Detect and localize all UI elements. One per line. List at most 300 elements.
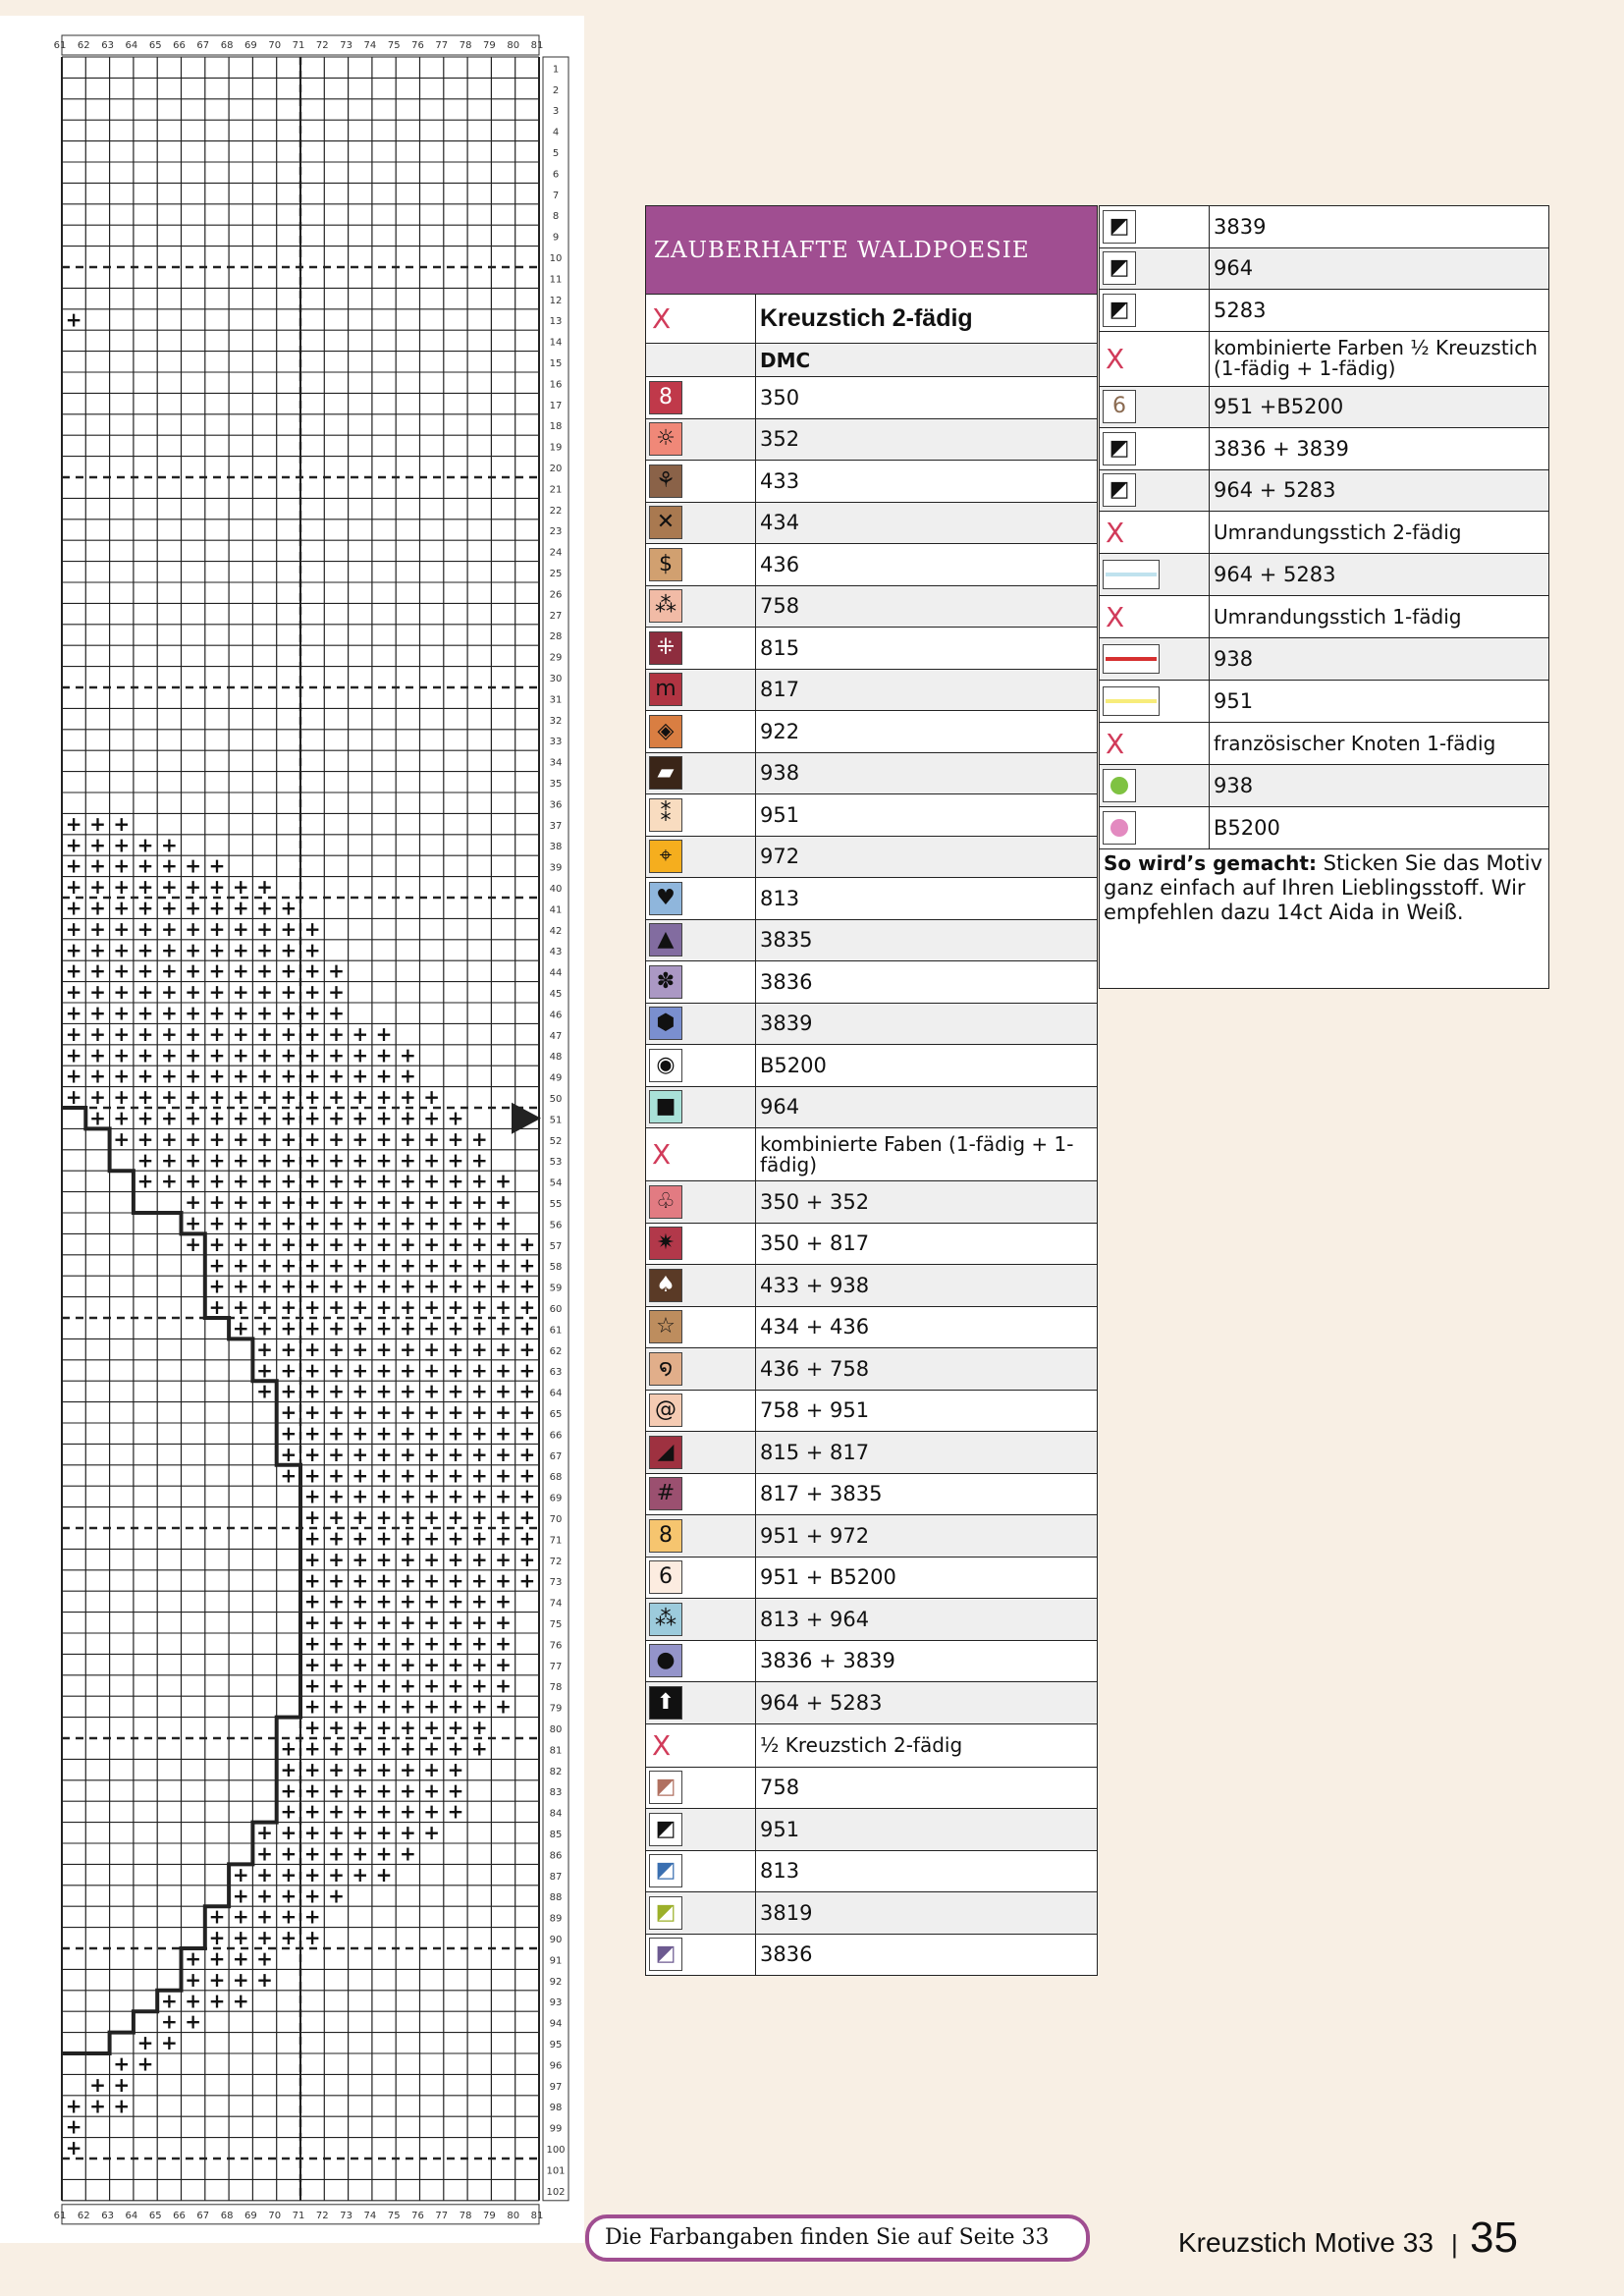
stitch-mark: +	[136, 980, 154, 1005]
stitch-mark: +	[208, 1106, 226, 1130]
dmc-code: 352	[756, 418, 1098, 461]
stitch-mark: +	[352, 1253, 369, 1278]
legend-row	[1100, 247, 1549, 290]
row-label: 55	[549, 1199, 563, 1211]
stitch-mark: +	[208, 1043, 226, 1067]
column-label-top: 78	[459, 40, 472, 51]
stitch-mark: +	[280, 1001, 298, 1025]
stitch-mark: +	[303, 1547, 321, 1571]
legend-symbol-cell	[1100, 247, 1210, 290]
stitch-mark: +	[256, 1021, 273, 1046]
stitch-mark: +	[352, 1778, 369, 1803]
stitch-mark: +	[136, 853, 154, 878]
color-reference-hint: Die Farbangaben finden Sie auf Seite 33	[585, 2214, 1090, 2262]
stitch-mark: +	[303, 1358, 321, 1383]
legend-symbol-cell	[646, 961, 756, 1004]
dmc-code: 813 + 964	[756, 1599, 1098, 1641]
row-label: 69	[549, 1493, 563, 1504]
legend-symbol-cell	[646, 1045, 756, 1087]
stitch-mark: +	[399, 1716, 416, 1740]
legend-section-row	[1100, 596, 1549, 638]
stitch-mark: +	[160, 980, 178, 1005]
stitch-mark: +	[495, 1190, 512, 1215]
stitch-mark: +	[185, 938, 202, 962]
stitch-mark: +	[280, 1169, 298, 1193]
stitch-mark: +	[232, 1231, 249, 1256]
stitch-mark: +	[495, 1358, 512, 1383]
stitch-symbol-icon: $	[649, 548, 682, 581]
stitch-mark: +	[399, 1421, 416, 1446]
stitch-symbol-icon: ⌖	[649, 840, 682, 873]
stitch-mark: +	[423, 1190, 441, 1215]
stitch-mark: +	[303, 1904, 321, 1929]
row-label: 79	[549, 1703, 563, 1715]
stitch-mark: +	[328, 1358, 345, 1383]
stitch-mark: +	[518, 1274, 536, 1298]
row-label: 93	[549, 1997, 563, 2009]
stitch-mark: +	[208, 938, 226, 962]
section-mark-cell	[646, 1723, 756, 1767]
stitch-mark: +	[399, 1568, 416, 1593]
stitch-mark: +	[65, 853, 82, 878]
stitch-mark: +	[518, 1379, 536, 1403]
stitch-symbol-icon: ☼	[649, 422, 682, 456]
dmc-code: 964 + 5283	[756, 1682, 1098, 1724]
stitch-mark: +	[352, 1231, 369, 1256]
stitch-mark: +	[303, 1821, 321, 1845]
stitch-mark: +	[160, 916, 178, 941]
dmc-code: 951 +B5200	[1210, 386, 1549, 428]
stitch-mark: +	[113, 875, 131, 900]
legend-row	[646, 377, 1098, 419]
row-label: 8	[552, 211, 560, 223]
stitch-mark: +	[185, 1001, 202, 1025]
stitch-mark: +	[280, 916, 298, 941]
stitch-mark: +	[232, 1211, 249, 1235]
column-label-bottom: 72	[315, 2210, 329, 2221]
stitch-mark: +	[495, 1400, 512, 1425]
stitch-mark: +	[280, 1400, 298, 1425]
stitch-mark: +	[423, 1253, 441, 1278]
stitch-symbol-icon: 6	[1103, 390, 1136, 423]
row-label: 3	[552, 106, 560, 118]
x-mark-icon: X	[1106, 600, 1125, 633]
stitch-mark: +	[256, 1821, 273, 1845]
cross-stitch-mark	[646, 295, 756, 344]
stitch-mark: +	[65, 1085, 82, 1110]
stitch-mark: +	[375, 1400, 393, 1425]
stitch-mark: +	[470, 1231, 488, 1256]
stitch-mark: +	[208, 1064, 226, 1088]
stitch-mark: +	[399, 1316, 416, 1340]
stitch-mark: +	[280, 1316, 298, 1340]
stitch-mark: +	[375, 1652, 393, 1676]
row-label: 42	[549, 925, 563, 937]
legend-section-row	[1100, 331, 1549, 386]
legend-symbol-cell	[646, 1306, 756, 1348]
row-label: 25	[549, 569, 563, 580]
stitch-mark: +	[185, 1190, 202, 1215]
stitch-mark: +	[185, 1211, 202, 1235]
stitch-mark: +	[352, 1526, 369, 1551]
stitch-mark: +	[208, 1231, 226, 1256]
stitch-mark: +	[185, 1126, 202, 1151]
backstitch-row	[1100, 638, 1549, 681]
row-label: 65	[549, 1409, 563, 1421]
stitch-mark: +	[328, 1442, 345, 1466]
stitch-mark: +	[328, 1673, 345, 1698]
stitch-mark: +	[65, 980, 82, 1005]
stitch-mark: +	[399, 1821, 416, 1845]
row-label: 13	[549, 316, 563, 328]
legend-row	[646, 1473, 1098, 1515]
column-label-top: 79	[483, 40, 496, 51]
row-label: 7	[552, 190, 560, 201]
column-label-top: 75	[387, 40, 401, 51]
row-label: 26	[549, 589, 563, 601]
stitch-mark: +	[303, 1926, 321, 1950]
stitch-mark: +	[375, 1568, 393, 1593]
stitch-mark: +	[518, 1358, 536, 1383]
stitch-mark: +	[423, 1148, 441, 1173]
legend-row	[646, 461, 1098, 503]
stitch-mark: +	[447, 1190, 464, 1215]
stitch-mark: +	[303, 1631, 321, 1656]
stitch-mark: +	[423, 1231, 441, 1256]
row-label: 50	[549, 1094, 563, 1106]
column-label-top: 69	[244, 40, 257, 51]
stitch-mark: +	[89, 1064, 106, 1088]
x-mark-icon: X	[652, 1138, 672, 1171]
stitch-mark: +	[518, 1484, 536, 1508]
stitch-mark: +	[352, 1043, 369, 1067]
row-label: 56	[549, 1220, 563, 1231]
stitch-mark: +	[423, 1526, 441, 1551]
stitch-mark: +	[280, 1757, 298, 1781]
stitch-mark: +	[256, 1126, 273, 1151]
stitch-mark: +	[208, 1946, 226, 1971]
stitch-mark: +	[423, 1652, 441, 1676]
stitch-mark: +	[232, 916, 249, 941]
stitch-mark: +	[136, 2051, 154, 2076]
stitch-symbol-icon: m	[649, 673, 682, 706]
row-label: 11	[549, 274, 563, 286]
column-label-top: 73	[340, 40, 352, 51]
stitch-mark: +	[447, 1169, 464, 1193]
stitch-mark: +	[89, 1106, 106, 1130]
stitch-mark: +	[303, 1231, 321, 1256]
stitch-mark: +	[65, 896, 82, 920]
stitch-mark: +	[375, 1716, 393, 1740]
stitch-symbol-icon: ●	[649, 1644, 682, 1677]
legend-symbol-cell	[646, 1850, 756, 1892]
cross-stitch-chart-panel	[0, 16, 584, 2243]
row-label: 41	[549, 904, 563, 916]
legend-symbol-cell	[1100, 206, 1210, 248]
dmc-code: 434 + 436	[756, 1306, 1098, 1348]
legend-section-heading: ½ Kreuzstich 2-fädig	[756, 1723, 1098, 1767]
row-label: 33	[549, 737, 563, 748]
row-label: 85	[549, 1830, 563, 1841]
stitch-mark: +	[495, 1547, 512, 1571]
legend-row	[646, 1306, 1098, 1348]
stitch-mark: +	[208, 1169, 226, 1193]
row-label: 39	[549, 862, 563, 874]
row-label: 23	[549, 526, 563, 538]
stitch-mark: +	[399, 1547, 416, 1571]
stitch-mark: +	[518, 1568, 536, 1593]
stitch-mark: +	[518, 1337, 536, 1361]
stitch-mark: +	[352, 1673, 369, 1698]
row-label: 9	[552, 232, 560, 244]
stitch-mark: +	[280, 1379, 298, 1403]
stitch-mark: +	[185, 1967, 202, 1992]
stitch-mark: +	[303, 1021, 321, 1046]
stitch-mark: +	[352, 1547, 369, 1571]
dmc-code: 350 + 352	[756, 1181, 1098, 1224]
stitch-mark: +	[447, 1526, 464, 1551]
legend-section-row	[1100, 723, 1549, 765]
stitch-mark: +	[518, 1231, 536, 1256]
stitch-mark: +	[65, 1001, 82, 1025]
stitch-mark: +	[113, 1043, 131, 1067]
stitch-mark: +	[113, 1001, 131, 1025]
stitch-mark: +	[303, 1611, 321, 1635]
stitch-mark: +	[328, 980, 345, 1005]
stitch-mark: +	[375, 1337, 393, 1361]
stitch-mark: +	[328, 1316, 345, 1340]
stitch-symbol-icon: ◩	[649, 1771, 682, 1804]
stitch-mark: +	[303, 1126, 321, 1151]
stitch-mark: +	[495, 1526, 512, 1551]
stitch-mark: +	[447, 1652, 464, 1676]
stitch-mark: +	[375, 1358, 393, 1383]
dmc-code: 817	[756, 669, 1098, 711]
stitch-mark: +	[399, 1652, 416, 1676]
stitch-mark: +	[447, 1505, 464, 1530]
row-label: 38	[549, 842, 563, 853]
stitch-symbol-icon: ♥	[649, 882, 682, 915]
dmc-code: 434	[756, 502, 1098, 544]
row-label: 37	[549, 820, 563, 832]
stitch-mark: +	[208, 1274, 226, 1298]
stitch-mark: +	[280, 1463, 298, 1488]
column-label-top: 70	[268, 40, 282, 51]
stitch-mark: +	[89, 1085, 106, 1110]
stitch-mark: +	[256, 1379, 273, 1403]
legend-row	[646, 1515, 1098, 1558]
stitch-mark: +	[375, 1611, 393, 1635]
legend-row	[646, 418, 1098, 461]
legend-symbol-cell	[646, 669, 756, 711]
row-label: 60	[549, 1304, 563, 1316]
column-label-top: 71	[292, 40, 305, 51]
stitch-mark: +	[160, 958, 178, 983]
stitch-mark: +	[423, 1821, 441, 1845]
stitch-mark: +	[352, 1358, 369, 1383]
stitch-mark: +	[232, 1316, 249, 1340]
legend-symbol-cell	[646, 1640, 756, 1682]
stitch-mark: +	[232, 1021, 249, 1046]
stitch-mark: +	[423, 1589, 441, 1613]
row-label: 88	[549, 1892, 563, 1904]
legend-row	[1100, 290, 1549, 332]
stitch-mark: +	[65, 958, 82, 983]
stitch-mark: +	[256, 1253, 273, 1278]
stitch-mark: +	[136, 1064, 154, 1088]
legend-symbol-cell	[646, 585, 756, 628]
stitch-mark: +	[328, 1295, 345, 1320]
legend-row	[646, 752, 1098, 794]
row-label: 61	[549, 1325, 563, 1337]
stitch-mark: +	[185, 958, 202, 983]
stitch-mark: +	[352, 1757, 369, 1781]
stitch-mark: +	[160, 1043, 178, 1067]
stitch-mark: +	[352, 1589, 369, 1613]
row-label: 2	[552, 84, 560, 96]
stitch-mark: +	[185, 875, 202, 900]
color-legend-table	[645, 205, 1098, 1976]
stitch-mark: +	[113, 980, 131, 1005]
stitch-mark: +	[160, 1064, 178, 1088]
line-sample-icon	[1103, 686, 1160, 716]
stitch-mark: +	[399, 1295, 416, 1320]
stitch-mark: +	[65, 2136, 82, 2160]
stitch-mark: +	[328, 1211, 345, 1235]
dmc-code: 436	[756, 544, 1098, 586]
stitch-mark: +	[423, 1736, 441, 1761]
stitch-mark: +	[160, 1169, 178, 1193]
stitch-mark: +	[113, 1085, 131, 1110]
stitch-mark: +	[328, 1337, 345, 1361]
stitch-mark: +	[328, 1757, 345, 1781]
stitch-mark: +	[89, 958, 106, 983]
stitch-mark: +	[470, 1484, 488, 1508]
row-label: 84	[549, 1808, 563, 1820]
line-sample-icon	[1103, 644, 1160, 674]
dmc-code: 3836 + 3839	[756, 1640, 1098, 1682]
stitch-mark: +	[375, 1694, 393, 1719]
stitch-mark: +	[89, 980, 106, 1005]
stitch-mark: +	[208, 1295, 226, 1320]
legend-symbol-cell	[646, 1934, 756, 1976]
legend-row	[646, 919, 1098, 961]
stitch-mark: +	[352, 1148, 369, 1173]
row-label: 67	[549, 1450, 563, 1462]
stitch-mark: +	[208, 1926, 226, 1950]
row-label: 40	[549, 884, 563, 896]
stitch-mark: +	[185, 1946, 202, 1971]
stitch-mark: +	[423, 1337, 441, 1361]
stitch-mark: +	[208, 1001, 226, 1025]
stitch-mark: +	[280, 1190, 298, 1215]
row-label: 102	[546, 2186, 566, 2198]
secondary-legend-table	[1099, 205, 1549, 989]
stitch-mark: +	[232, 938, 249, 962]
stitch-mark: +	[447, 1778, 464, 1803]
stitch-mark: +	[136, 1021, 154, 1046]
dmc-code: 938	[1210, 638, 1549, 681]
dmc-label-spacer	[646, 344, 756, 377]
row-label: 30	[549, 674, 563, 685]
stitch-mark: +	[280, 1904, 298, 1929]
instruction-note	[1100, 849, 1549, 989]
dmc-code: 758	[756, 585, 1098, 628]
stitch-mark: +	[399, 1274, 416, 1298]
row-label: 87	[549, 1871, 563, 1883]
stitch-mark: +	[352, 1841, 369, 1866]
stitch-mark: +	[89, 2072, 106, 2097]
footer-separator: |	[1451, 2229, 1458, 2259]
legend-row	[646, 1348, 1098, 1391]
stitch-mark: +	[232, 1904, 249, 1929]
instruction-row	[1100, 849, 1549, 989]
column-label-bottom: 74	[363, 2210, 377, 2221]
legend-symbol-cell	[646, 1809, 756, 1851]
stitch-mark: +	[232, 1253, 249, 1278]
stitch-mark: +	[423, 1126, 441, 1151]
stitch-mark: +	[447, 1253, 464, 1278]
color-legend-body	[646, 206, 1098, 1976]
column-label-bottom: 71	[292, 2210, 305, 2221]
cross-stitch-heading: Kreuzstich 2-fädig	[756, 295, 1098, 344]
column-label-top: 66	[173, 40, 186, 51]
stitch-mark: +	[113, 853, 131, 878]
stitch-mark: +	[280, 938, 298, 962]
stitch-mark: +	[280, 1064, 298, 1088]
stitch-mark: +	[185, 896, 202, 920]
section-mark-cell	[1100, 331, 1210, 386]
stitch-mark: +	[399, 1694, 416, 1719]
stitch-mark: +	[447, 1148, 464, 1173]
stitch-mark: +	[328, 1106, 345, 1130]
stitch-mark: +	[280, 1253, 298, 1278]
stitch-symbol-icon: ◩	[649, 1896, 682, 1930]
stitch-mark: +	[352, 1568, 369, 1593]
stitch-mark: +	[232, 1884, 249, 1908]
stitch-symbol-icon: ⬆	[649, 1686, 682, 1720]
row-label: 29	[549, 652, 563, 664]
stitch-mark: +	[399, 1799, 416, 1824]
stitch-symbol-icon: ◩	[649, 1938, 682, 1971]
stitch-mark: +	[256, 1001, 273, 1025]
stitch-symbol-icon: 8	[649, 381, 682, 414]
stitch-mark: +	[208, 1126, 226, 1151]
stitch-mark: +	[328, 1568, 345, 1593]
stitch-mark: +	[113, 2051, 131, 2076]
stitch-mark: +	[447, 1316, 464, 1340]
stitch-mark: +	[160, 2031, 178, 2055]
stitch-mark: +	[136, 1126, 154, 1151]
row-label: 86	[549, 1850, 563, 1862]
stitch-mark: +	[136, 958, 154, 983]
column-label-top: 65	[148, 40, 162, 51]
stitch-mark: +	[280, 1148, 298, 1173]
column-label-bottom: 65	[148, 2210, 162, 2221]
column-label-bottom: 62	[77, 2210, 90, 2221]
stitch-mark: +	[375, 1169, 393, 1193]
secondary-legend-body	[1100, 206, 1549, 989]
row-label: 95	[549, 2040, 563, 2051]
dmc-code: 3836	[756, 961, 1098, 1004]
stitch-mark: +	[303, 1589, 321, 1613]
legend-row	[646, 1682, 1098, 1724]
stitch-mark: +	[160, 938, 178, 962]
stitch-mark: +	[518, 1547, 536, 1571]
stitch-mark: +	[423, 1631, 441, 1656]
dmc-code: 3835	[756, 919, 1098, 961]
stitch-mark: +	[447, 1757, 464, 1781]
